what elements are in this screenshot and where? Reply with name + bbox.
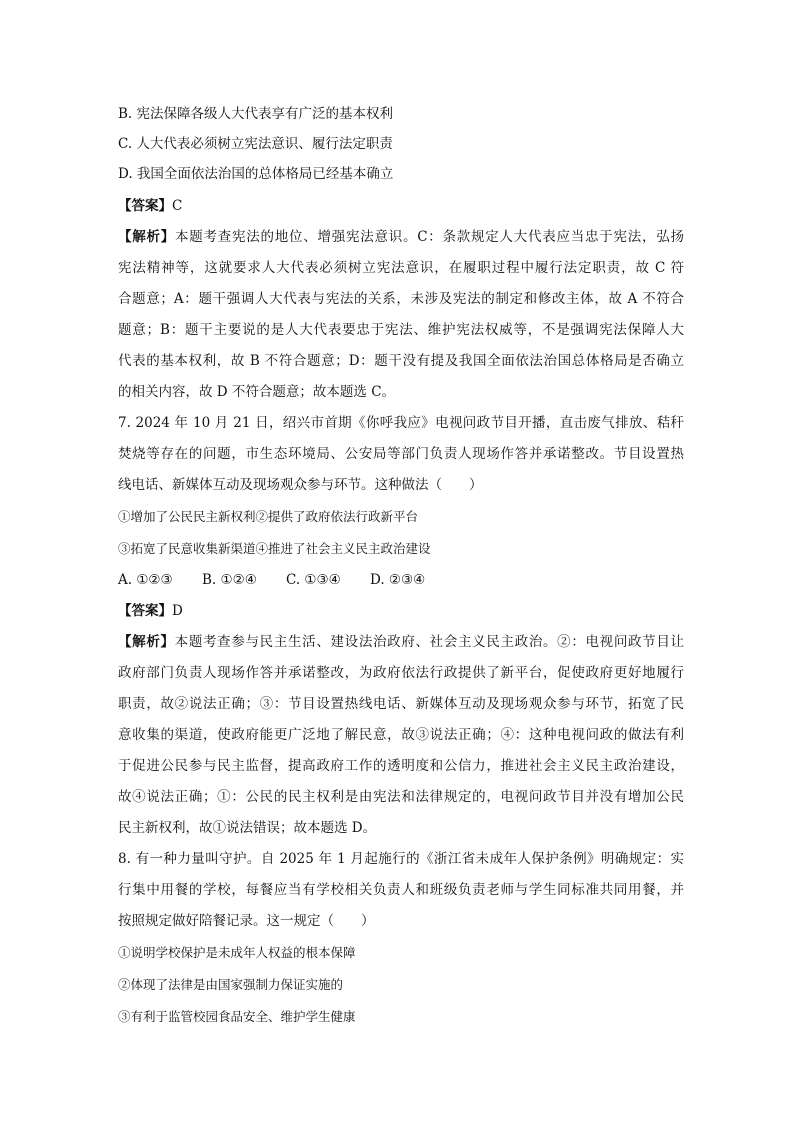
analysis-label: 【解析】	[118, 229, 175, 245]
answer-label: 【答案】	[118, 198, 172, 214]
q6-option-d: D. 我国全面依法治国的总体格局已经基本确立	[118, 166, 394, 182]
q6-analysis-line: 代表的基本权利，故 B 不符合题意；D：题干没有提及我国全面依法治国总体格局是否确立	[118, 353, 684, 369]
q6-option-b: B. 宪法保障各级人大代表享有广泛的基本权利	[118, 106, 394, 122]
q6-analysis-line: 题意；B：题干主要说的是人大代表要忠于宪法、维护宪法权威等，不是强调宪法保障人大	[118, 322, 684, 338]
q8-stem-line: 8. 有一种力量叫守护。自 2025 年 1 月起施行的《浙江省未成年人保护条例》明确规定：实	[118, 851, 684, 867]
answer-label: 【答案】	[118, 603, 172, 619]
q8-statement: ③有利于监管校园食品安全、维护学生健康	[118, 1009, 356, 1024]
q7-stem-line: 线电话、新媒体互动及现场观众参与环节。这种做法（ ）	[118, 477, 483, 493]
q7-statement: ③拓宽了民意收集新渠道④推进了社会主义民主政治建设	[118, 541, 431, 556]
choice-a: A. ①②③	[118, 572, 173, 588]
choice-d: D. ②③④	[370, 572, 426, 588]
answer-value: D	[172, 603, 183, 619]
q7-analysis-line: 意收集的渠道，使政府能更广泛地了解民意，故③说法正确；④：这种电视问政的做法有利	[118, 727, 684, 743]
q8-stem-line: 行集中用餐的学校，每餐应当有学校相关负责人和班级负责老师与学生同标准共同用餐，并	[118, 882, 684, 898]
analysis-label: 【解析】	[118, 634, 175, 650]
q8-statement: ①说明学校保护是未成年人权益的根本保障	[118, 945, 356, 960]
choice-b: B. ①②④	[202, 572, 257, 588]
q7-stem-line: 7. 2024 年 10 月 21 日，绍兴市首期《你呼我应》电视问政节目开播，直击废气排放、秸秆	[118, 415, 684, 431]
choice-c: C. ①③④	[286, 572, 341, 588]
q6-option-c: C. 人大代表必须树立宪法意识、履行法定职责	[118, 136, 393, 152]
q7-stem-line: 焚烧等存在的问题，市生态环境局、公安局等部门负责人现场作答并承诺整改。节目设置热	[118, 446, 684, 462]
q7-answer	[118, 601, 684, 621]
q7-analysis-line: 政府部门负责人现场作答并承诺整改，为政府依法行政提供了新平台，促使政府更好地履行	[118, 665, 684, 681]
answer-value: C	[172, 198, 183, 214]
q6-analysis-line: 合题意；A：题干强调人大代表与宪法的关系，未涉及宪法的制定和修改主体，故 A 不符合	[118, 291, 684, 307]
q7-analysis-line: 职责，故②说法正确；③：节目设置热线电话、新媒体互动及现场观众参与环节，拓宽了民	[118, 696, 684, 712]
q7-analysis-line: 于促进公民参与民主监督，提高政府工作的透明度和公信力，推进社会主义民主政治建设，	[118, 758, 684, 774]
q7-analysis-line: 民主新权利，故①说法错误；故本题选 D。	[118, 820, 377, 836]
q7-choices	[118, 570, 684, 590]
q6-analysis-line: 【解析】本题考查宪法的地位、增强宪法意识。C：条款规定人大代表应当忠于宪法，弘扬	[118, 229, 684, 245]
q8-statement: ②体现了法律是由国家强制力保证实施的	[118, 977, 344, 992]
q7-analysis-line: 【解析】本题考查参与民主生活、建设法治政府、社会主义民主政治。②：电视问政节目让	[118, 634, 685, 650]
q8-stem-line: 按照规定做好陪餐记录。这一规定（ ）	[118, 913, 375, 929]
q6-analysis-line: 的相关内容，故 D 不符合题意；故本题选 C。	[118, 384, 396, 400]
q7-statement: ①增加了公民民主新权利②提供了政府依法行政新平台	[118, 509, 419, 524]
q6-analysis-line: 宪法精神等，这就要求人大代表必须树立宪法意识，在履职过程中履行法定职责，故 C 符	[118, 260, 684, 276]
q7-analysis-line: 故④说法正确；①：公民的民主权利是由宪法和法律规定的，电视问政节目并没有增加公民	[118, 789, 684, 805]
q6-answer	[118, 196, 684, 216]
